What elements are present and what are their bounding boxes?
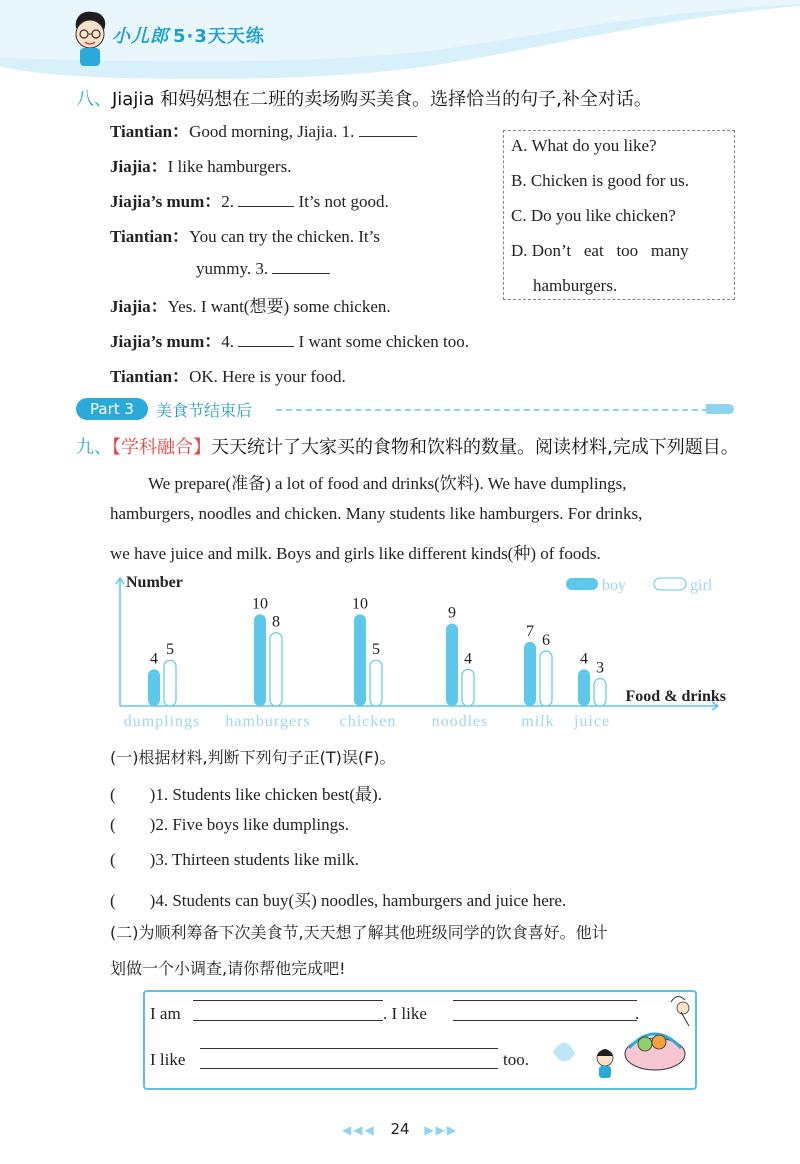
subject-tag: 【学科融合】 — [112, 437, 211, 458]
dialogue-line-4: Tiantian：You can try the chicken. It’s — [110, 227, 380, 246]
value-label-boy-juice: 4 — [580, 650, 588, 668]
x-axis-label: Food & drinks — [625, 688, 726, 705]
write-line[interactable] — [200, 1068, 498, 1069]
part-3-divider — [276, 409, 708, 411]
category-label-dumplings: dumplings — [123, 713, 201, 730]
section-8-instruction: Jiajia 和妈妈想在二班的卖场购买美食。选择恰当的句子,补全对话。 — [112, 89, 652, 110]
section-9-instruction: 天天统计了大家买的食物和饮料的数量。阅读材料,完成下列题目。 — [211, 437, 739, 458]
dialogue-line-2: Jiajia：I like hamburgers. — [110, 157, 292, 176]
survey-instruction-line-2: 划做一个小调查,请你帮他完成吧! — [110, 959, 346, 978]
value-label-boy-chicken: 10 — [352, 595, 368, 613]
value-label-boy-noodles: 9 — [448, 604, 456, 622]
passage-line-3: we have juice and milk. Boys and girls like different kinds(种) of foods. — [110, 544, 601, 563]
dialogue-line-1: Tiantian：Good morning, Jiajia. 1. — [110, 117, 417, 142]
bar-girl-milk — [540, 651, 552, 706]
bar-girl-noodles — [462, 669, 474, 706]
answer-blank-1[interactable] — [359, 120, 417, 137]
tf-answer-slot-1[interactable]: ( ) — [110, 785, 156, 804]
category-label-chicken: chicken — [339, 713, 397, 730]
write-line[interactable] — [193, 1000, 383, 1001]
bar-boy-noodles — [446, 624, 458, 707]
bar-girl-dumplings — [164, 660, 176, 706]
kids-basket-illustration-icon — [545, 992, 691, 1084]
tf-question-3: ( )3. Thirteen students like milk. — [110, 850, 359, 869]
tf-question-1: ( )1. Students like chicken best(最). — [110, 785, 382, 804]
page-footer — [0, 1120, 800, 1138]
option-d-continued: hamburgers. — [533, 276, 618, 295]
passage-line-1: We prepare(准备) a lot of food and drinks(饮料). We have dumplings, — [148, 474, 627, 493]
survey-instruction-line-1: (二)为顺利筹备下次美食节,天天想了解其他班级同学的饮食喜好。他计 — [110, 923, 608, 942]
dialogue-line-7: Jiajia’s mum：4. I want some chicken too. — [110, 332, 469, 351]
value-label-girl-chicken: 5 — [372, 641, 380, 659]
legend-swatch-boy — [566, 578, 598, 590]
food-drinks-bar-chart — [100, 566, 740, 736]
form-label-i-like: . I like — [383, 1004, 427, 1023]
bar-girl-chicken — [370, 660, 382, 706]
section-9-heading — [76, 433, 739, 459]
answer-blank-2[interactable] — [238, 190, 294, 207]
value-label-girl-dumplings: 5 — [166, 641, 174, 659]
section-9-number: 九、 — [76, 437, 112, 458]
form-end-period: . — [635, 1004, 640, 1023]
tf-answer-slot-2[interactable]: ( ) — [110, 815, 156, 834]
bar-boy-dumplings — [148, 669, 160, 706]
tf-question-4: ( )4. Students can buy(买) noodles, hamburgers and juice here. — [110, 891, 567, 910]
bar-boy-chicken — [354, 614, 366, 706]
bar-boy-juice — [578, 669, 590, 706]
write-line[interactable] — [193, 1020, 383, 1021]
tf-instruction: (一)根据材料,判断下列句子正(T)误(F)。 — [110, 748, 396, 767]
next-arrows-icon: ▶▶▶ — [424, 1123, 459, 1137]
answer-blank-4[interactable] — [238, 330, 294, 347]
section-8-number: 八、 — [76, 89, 112, 110]
write-line[interactable] — [200, 1048, 498, 1049]
option-c: C. Do you like chicken? — [511, 206, 676, 225]
part-3-pill: Part 3 — [76, 398, 148, 420]
legend-label-girl: girl — [690, 577, 713, 594]
form-label-i-am: I am — [150, 1004, 181, 1023]
survey-answer-box — [143, 990, 697, 1090]
value-label-boy-hamburgers: 10 — [252, 595, 268, 613]
tf-answer-slot-3[interactable]: ( ) — [110, 850, 156, 869]
category-label-hamburgers: hamburgers — [225, 713, 311, 730]
section-8-heading — [76, 85, 652, 111]
y-axis-label: Number — [126, 574, 183, 591]
option-d: D. Don’t eat too many — [511, 241, 689, 260]
prev-arrows-icon: ◀◀◀ — [341, 1123, 376, 1137]
value-label-girl-hamburgers: 8 — [272, 613, 280, 631]
mascot-boy-icon — [70, 10, 110, 68]
tf-answer-slot-4[interactable]: ( ) — [110, 891, 156, 910]
part-3-title: 美食节结束后 — [156, 401, 253, 420]
dialogue-line-6: Jiajia：Yes. I want(想要) some chicken. — [110, 297, 391, 316]
pencil-icon — [706, 404, 734, 414]
bar-boy-milk — [524, 642, 536, 706]
dialogue-line-5: yummy. 3. — [196, 257, 330, 279]
tf-question-2: ( )2. Five boys like dumplings. — [110, 815, 349, 834]
bar-girl-juice — [594, 679, 606, 707]
bar-boy-hamburgers — [254, 614, 266, 706]
page-number: 24 — [390, 1120, 410, 1138]
value-label-girl-milk: 6 — [542, 632, 550, 649]
category-label-noodles: noodles — [431, 713, 489, 730]
value-label-boy-dumplings: 4 — [150, 650, 158, 668]
value-label-boy-milk: 7 — [526, 622, 534, 640]
bar-girl-hamburgers — [270, 633, 282, 706]
form-label-i-like-2: I like — [150, 1050, 186, 1069]
value-label-girl-noodles: 4 — [464, 650, 472, 668]
category-label-milk: milk — [521, 713, 555, 730]
option-b: B. Chicken is good for us. — [511, 171, 690, 190]
category-label-juice: juice — [573, 713, 611, 730]
header-brand: 小儿郎 5·3天天练 — [112, 26, 265, 47]
option-a: A. What do you like? — [511, 136, 657, 155]
answer-blank-3[interactable] — [272, 257, 330, 274]
passage-line-2: hamburgers, noodles and chicken. Many students like hamburgers. For drinks, — [110, 504, 643, 523]
legend-swatch-girl — [654, 578, 686, 590]
legend-label-boy: boy — [602, 577, 626, 594]
dialogue-line-8: Tiantian：OK. Here is your food. — [110, 367, 346, 386]
value-label-girl-juice: 3 — [596, 659, 604, 677]
form-label-too: too. — [503, 1050, 529, 1069]
dialogue-line-3: Jiajia’s mum：2. It’s not good. — [110, 192, 389, 211]
